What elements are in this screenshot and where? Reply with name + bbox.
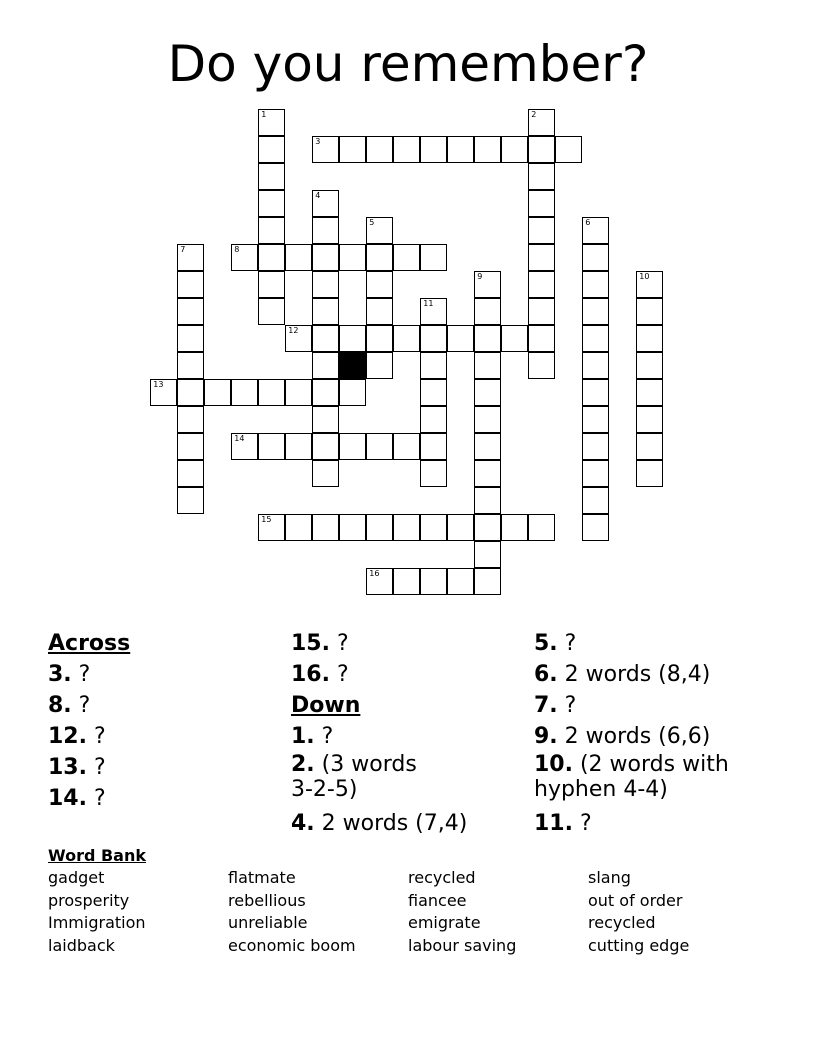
grid-cell[interactable]	[258, 298, 285, 325]
grid-cell[interactable]	[528, 163, 555, 190]
grid-cell[interactable]	[258, 109, 285, 136]
grid-cell[interactable]	[177, 460, 204, 487]
word-bank-column	[228, 867, 356, 958]
grid-cell[interactable]	[393, 433, 420, 460]
grid-cell[interactable]	[177, 352, 204, 379]
grid-cell[interactable]	[528, 298, 555, 325]
grid-cell[interactable]	[474, 541, 501, 568]
grid-cell[interactable]	[366, 568, 393, 595]
clue-number: 4	[315, 191, 321, 201]
grid-cell[interactable]	[312, 460, 339, 487]
grid-cell[interactable]	[420, 514, 447, 541]
grid-cell[interactable]	[528, 352, 555, 379]
down-heading: Down	[291, 693, 361, 718]
grid-cell[interactable]	[528, 325, 555, 352]
grid-cell[interactable]	[366, 514, 393, 541]
clue-across-15: 15. ?	[291, 631, 349, 656]
word-bank-item: rebellious	[228, 890, 306, 910]
grid-cell[interactable]	[393, 514, 420, 541]
grid-cell[interactable]	[177, 406, 204, 433]
clue-number: 13	[153, 380, 164, 390]
grid-cell[interactable]	[474, 352, 501, 379]
grid-cell[interactable]	[474, 433, 501, 460]
clue-down-9: 9. 2 words (6,6)	[534, 724, 711, 749]
clue-down-6: 6. 2 words (8,4)	[534, 662, 711, 687]
word-bank-item: recycled	[588, 913, 656, 933]
clue-down-10: 10. (2 words with hyphen 4-4)	[534, 752, 729, 802]
grid-cell[interactable]	[312, 352, 339, 379]
grid-cell[interactable]	[420, 568, 447, 595]
grid-cell[interactable]	[582, 325, 609, 352]
grid-cell[interactable]	[312, 217, 339, 244]
grid-cell[interactable]	[528, 217, 555, 244]
clue-down-4: 4. 2 words (7,4)	[291, 811, 468, 836]
grid-cell[interactable]	[177, 244, 204, 271]
grid-cell[interactable]	[312, 190, 339, 217]
black-square	[339, 352, 366, 379]
clue-number: 11	[423, 299, 434, 309]
grid-cell[interactable]	[474, 379, 501, 406]
grid-cell[interactable]	[447, 325, 474, 352]
grid-cell[interactable]	[528, 271, 555, 298]
page-title: Do you remember?	[167, 35, 649, 93]
clue-across-12: 12. ?	[48, 724, 106, 749]
clue-number: 6	[585, 218, 591, 228]
grid-cell[interactable]	[393, 325, 420, 352]
grid-cell[interactable]	[231, 433, 258, 460]
grid-cell[interactable]	[528, 244, 555, 271]
word-bank-item: cutting edge	[588, 936, 690, 956]
grid-cell[interactable]	[285, 433, 312, 460]
grid-cell[interactable]	[528, 190, 555, 217]
grid-cell[interactable]	[420, 352, 447, 379]
word-bank-item: flatmate	[228, 868, 296, 887]
grid-cell[interactable]	[285, 244, 312, 271]
grid-cell[interactable]	[177, 487, 204, 514]
grid-cell[interactable]	[420, 325, 447, 352]
grid-cell[interactable]	[636, 352, 663, 379]
grid-cell[interactable]	[555, 136, 582, 163]
clue-number: 1	[261, 110, 267, 120]
grid-cell[interactable]	[474, 406, 501, 433]
grid-cell[interactable]	[177, 298, 204, 325]
grid-cell[interactable]	[258, 244, 285, 271]
word-bank-column	[48, 867, 146, 958]
grid-cell[interactable]	[474, 271, 501, 298]
clue-number: 15	[261, 515, 272, 525]
grid-cell[interactable]	[636, 379, 663, 406]
word-bank-item: laidback	[48, 936, 115, 956]
grid-cell[interactable]	[582, 298, 609, 325]
grid-cell[interactable]	[393, 568, 420, 595]
word-bank-item: labour saving	[408, 936, 517, 956]
grid-cell[interactable]	[582, 487, 609, 514]
grid-cell[interactable]	[582, 352, 609, 379]
grid-cell[interactable]	[393, 244, 420, 271]
grid-cell[interactable]	[420, 433, 447, 460]
grid-cell[interactable]	[366, 244, 393, 271]
grid-cell[interactable]	[312, 298, 339, 325]
clues-column-3	[534, 628, 764, 839]
clue-across-14: 14. ?	[48, 786, 106, 811]
clue-across-13: 13. ?	[48, 755, 106, 780]
grid-cell[interactable]	[177, 379, 204, 406]
grid-cell[interactable]	[582, 217, 609, 244]
grid-cell[interactable]	[231, 379, 258, 406]
grid-cell[interactable]	[339, 379, 366, 406]
grid-cell[interactable]	[528, 136, 555, 163]
grid-cell[interactable]	[636, 298, 663, 325]
grid-cell[interactable]	[285, 514, 312, 541]
grid-cell[interactable]	[582, 514, 609, 541]
grid-cell[interactable]	[177, 433, 204, 460]
clue-down-11: 11. ?	[534, 811, 592, 836]
grid-cell[interactable]	[474, 568, 501, 595]
clue-across-8: 8. ?	[48, 693, 91, 718]
clue-number: 7	[180, 245, 186, 255]
grid-cell[interactable]	[501, 325, 528, 352]
grid-cell[interactable]	[258, 217, 285, 244]
clue-number: 2	[531, 110, 537, 120]
grid-cell[interactable]	[528, 514, 555, 541]
grid-cell[interactable]	[636, 406, 663, 433]
word-bank-item: emigrate	[408, 913, 481, 933]
grid-cell[interactable]	[420, 244, 447, 271]
clue-down-2: 2. (3 words 3-2-5)	[291, 752, 417, 802]
grid-cell[interactable]	[366, 433, 393, 460]
clues-column-1	[48, 628, 130, 814]
grid-cell[interactable]	[447, 568, 474, 595]
clue-number: 10	[639, 272, 650, 282]
word-bank-column	[588, 867, 689, 958]
grid-cell[interactable]	[339, 433, 366, 460]
word-bank-item: out of order	[588, 890, 683, 910]
grid-cell[interactable]	[285, 325, 312, 352]
grid-cell[interactable]	[312, 433, 339, 460]
grid-cell[interactable]	[177, 271, 204, 298]
word-bank-item: economic boom	[228, 936, 356, 956]
grid-cell[interactable]	[366, 271, 393, 298]
clue-across-16: 16. ?	[291, 662, 349, 687]
grid-cell[interactable]	[312, 325, 339, 352]
grid-cell[interactable]	[150, 379, 177, 406]
grid-cell[interactable]	[582, 460, 609, 487]
grid-cell[interactable]	[366, 217, 393, 244]
grid-cell[interactable]	[393, 136, 420, 163]
grid-cell[interactable]	[339, 514, 366, 541]
grid-cell[interactable]	[258, 136, 285, 163]
clue-number: 5	[369, 218, 375, 228]
grid-cell[interactable]	[312, 379, 339, 406]
word-bank-item: Immigration	[48, 913, 146, 933]
grid-cell[interactable]	[177, 325, 204, 352]
grid-cell[interactable]	[447, 514, 474, 541]
grid-cell[interactable]	[204, 379, 231, 406]
grid-cell[interactable]	[582, 406, 609, 433]
grid-cell[interactable]	[312, 406, 339, 433]
grid-cell[interactable]	[636, 325, 663, 352]
word-bank-column	[408, 867, 516, 958]
grid-cell[interactable]	[339, 325, 366, 352]
clue-across-3: 3. ?	[48, 662, 91, 687]
word-bank-item: gadget	[48, 868, 105, 887]
word-bank-item: recycled	[408, 868, 476, 887]
grid-cell[interactable]	[258, 271, 285, 298]
grid-cell[interactable]	[258, 190, 285, 217]
grid-cell[interactable]	[285, 379, 312, 406]
word-bank-title: Word Bank	[48, 846, 147, 865]
grid-cell[interactable]	[582, 244, 609, 271]
grid-cell[interactable]	[420, 379, 447, 406]
grid-cell[interactable]	[312, 271, 339, 298]
grid-cell[interactable]	[258, 514, 285, 541]
grid-cell[interactable]	[582, 379, 609, 406]
grid-cell[interactable]	[501, 136, 528, 163]
clue-number: 3	[315, 137, 321, 147]
grid-cell[interactable]	[366, 298, 393, 325]
grid-cell[interactable]	[474, 514, 501, 541]
word-bank-item: slang	[588, 868, 631, 887]
grid-cell[interactable]	[528, 109, 555, 136]
grid-cell[interactable]	[258, 379, 285, 406]
grid-cell[interactable]	[312, 514, 339, 541]
grid-cell[interactable]	[474, 325, 501, 352]
clue-number: 16	[369, 569, 380, 579]
clue-number: 12	[288, 326, 299, 336]
grid-cell[interactable]	[231, 244, 258, 271]
grid-cell[interactable]	[366, 136, 393, 163]
grid-cell[interactable]	[447, 136, 474, 163]
grid-cell[interactable]	[258, 163, 285, 190]
clue-down-5: 5. ?	[534, 631, 577, 656]
clue-number: 9	[477, 272, 483, 282]
clues-column-2	[291, 628, 511, 839]
grid-cell[interactable]	[258, 433, 285, 460]
grid-cell[interactable]	[312, 244, 339, 271]
grid-cell[interactable]	[474, 298, 501, 325]
grid-cell[interactable]	[420, 298, 447, 325]
across-heading: Across	[48, 631, 131, 656]
word-bank-item: fiancee	[408, 890, 467, 910]
grid-cell[interactable]	[636, 460, 663, 487]
grid-cell[interactable]	[501, 514, 528, 541]
clue-number: 14	[234, 434, 245, 444]
grid-cell[interactable]	[636, 433, 663, 460]
grid-cell[interactable]	[474, 460, 501, 487]
grid-cell[interactable]	[366, 352, 393, 379]
grid-cell[interactable]	[582, 433, 609, 460]
word-bank-item: prosperity	[48, 890, 130, 910]
grid-cell[interactable]	[339, 136, 366, 163]
word-bank-item: unreliable	[228, 913, 308, 933]
grid-cell[interactable]	[312, 136, 339, 163]
grid-cell[interactable]	[366, 325, 393, 352]
clue-number: 8	[234, 245, 240, 255]
grid-cell[interactable]	[420, 406, 447, 433]
grid-cell[interactable]	[474, 487, 501, 514]
clue-down-1: 1. ?	[291, 724, 334, 749]
clue-down-7: 7. ?	[534, 693, 577, 718]
grid-cell[interactable]	[420, 460, 447, 487]
grid-cell[interactable]	[582, 271, 609, 298]
grid-cell[interactable]	[339, 244, 366, 271]
grid-cell[interactable]	[420, 136, 447, 163]
grid-cell[interactable]	[474, 136, 501, 163]
grid-cell[interactable]	[636, 271, 663, 298]
